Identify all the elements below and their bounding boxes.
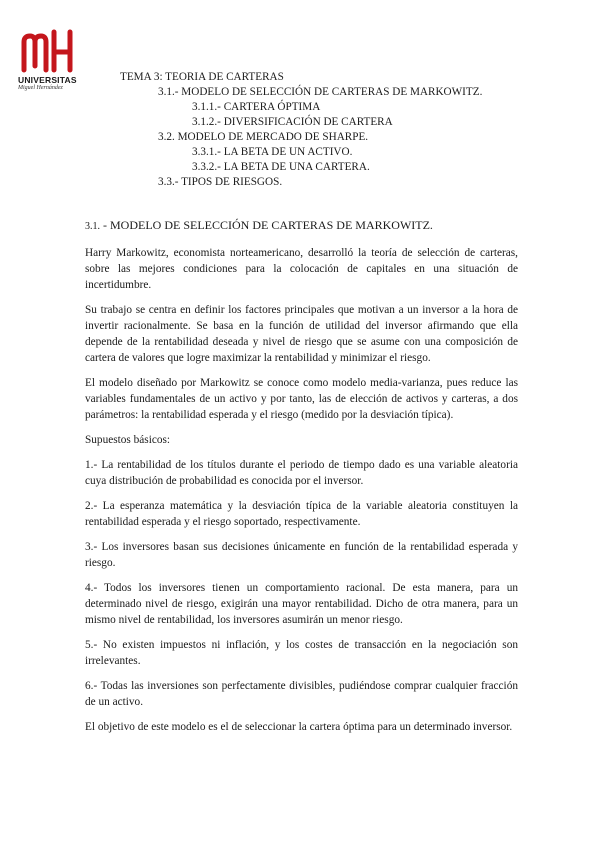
paragraph: Harry Markowitz, economista norteamericano, desarrolló la teoría de selección de carteras, sobre las mejores condiciones para la colocación de capitales en una situación de incertidumbre. <box>85 247 518 291</box>
paragraph: El objetivo de este modelo es el de seleccionar la cartera óptima para un determinado inversor. <box>85 721 513 733</box>
assumption-item: 2.- La esperanza matemática y la desviación típica de la variable aleatoria constituyen la rentabilidad esperada y el riesgo soportado, respectivamente. <box>85 500 518 528</box>
logo-wordmark: UNIVERSITAS <box>18 75 77 85</box>
toc-item: 3.3.2.- LA BETA DE UNA CARTERA. <box>192 161 370 173</box>
toc-item: 3.1.1.- CARTERA ÓPTIMA <box>192 101 321 113</box>
toc-item: TEMA 3: TEORIA DE CARTERAS <box>120 71 284 83</box>
assumption-item: 1.- La rentabilidad de los títulos durante el periodo de tiempo dado es una variable aleatoria cuya distribución de probabilidad es conocida por el inversor. <box>85 459 518 487</box>
paragraph: El modelo diseñado por Markowitz se conoce como modelo media-varianza, pues reduce las variables fundamentales de un activo y por tanto, las de elección de activos y carteras, a dos parámetros: la rentabilidad esperada y el riesgo (medido por la desviación típica). <box>85 377 518 421</box>
university-logo <box>18 28 86 91</box>
section-heading <box>85 217 518 235</box>
assumption-item: 5.- No existen impuestos ni inflación, y los costes de transacción en la negociación son irrelevantes. <box>85 639 518 667</box>
toc-item: 3.1.- MODELO DE SELECCIÓN DE CARTERAS DE MARKOWITZ. <box>158 86 483 98</box>
table-of-contents <box>120 70 482 190</box>
paragraph: Su trabajo se centra en definir los factores principales que motivan a un inversor a la hora de invertir racionalmente. Se basa en la función de utilidad del inversor afirmando que ella depende de la rentabilidad deseada y nivel de riesgo que se asume con una composición de cartera de valores que logre maximizar la rentabilidad y minimizar el riesgo. <box>85 304 518 364</box>
section-title-text: - MODELO DE SELECCIÓN DE CARTERAS DE MARKOWITZ. <box>103 218 433 232</box>
paragraph: Supuestos básicos: <box>85 434 171 446</box>
assumption-item: 4.- Todos los inversores tienen un comportamiento racional. De esta manera, para un determinado nivel de riesgo, exigirán una mayor rentabilidad. Dicho de otra manera, para un mismo nivel de rentabilidad, los inversores asumirán un menor riesgo. <box>85 582 518 626</box>
section-number: 3.1. <box>85 221 100 232</box>
toc-item: 3.1.2.- DIVERSIFICACIÓN DE CARTERA <box>192 116 393 128</box>
mh-logo-icon <box>18 28 80 74</box>
document-body <box>85 217 518 744</box>
assumption-item: 6.- Todas las inversiones son perfectamente divisibles, pudiéndose comprar cualquier fracción de un activo. <box>85 680 518 708</box>
toc-item: 3.3.- TIPOS DE RIESGOS. <box>158 176 283 188</box>
assumption-item: 3.- Los inversores basan sus decisiones únicamente en función de la rentabilidad esperada y riesgo. <box>85 541 518 569</box>
logo-subtitle: Miguel Hernández <box>18 85 63 91</box>
toc-item: 3.2. MODELO DE MERCADO DE SHARPE. <box>158 131 369 143</box>
toc-item: 3.3.1.- LA BETA DE UN ACTIVO. <box>192 146 353 158</box>
